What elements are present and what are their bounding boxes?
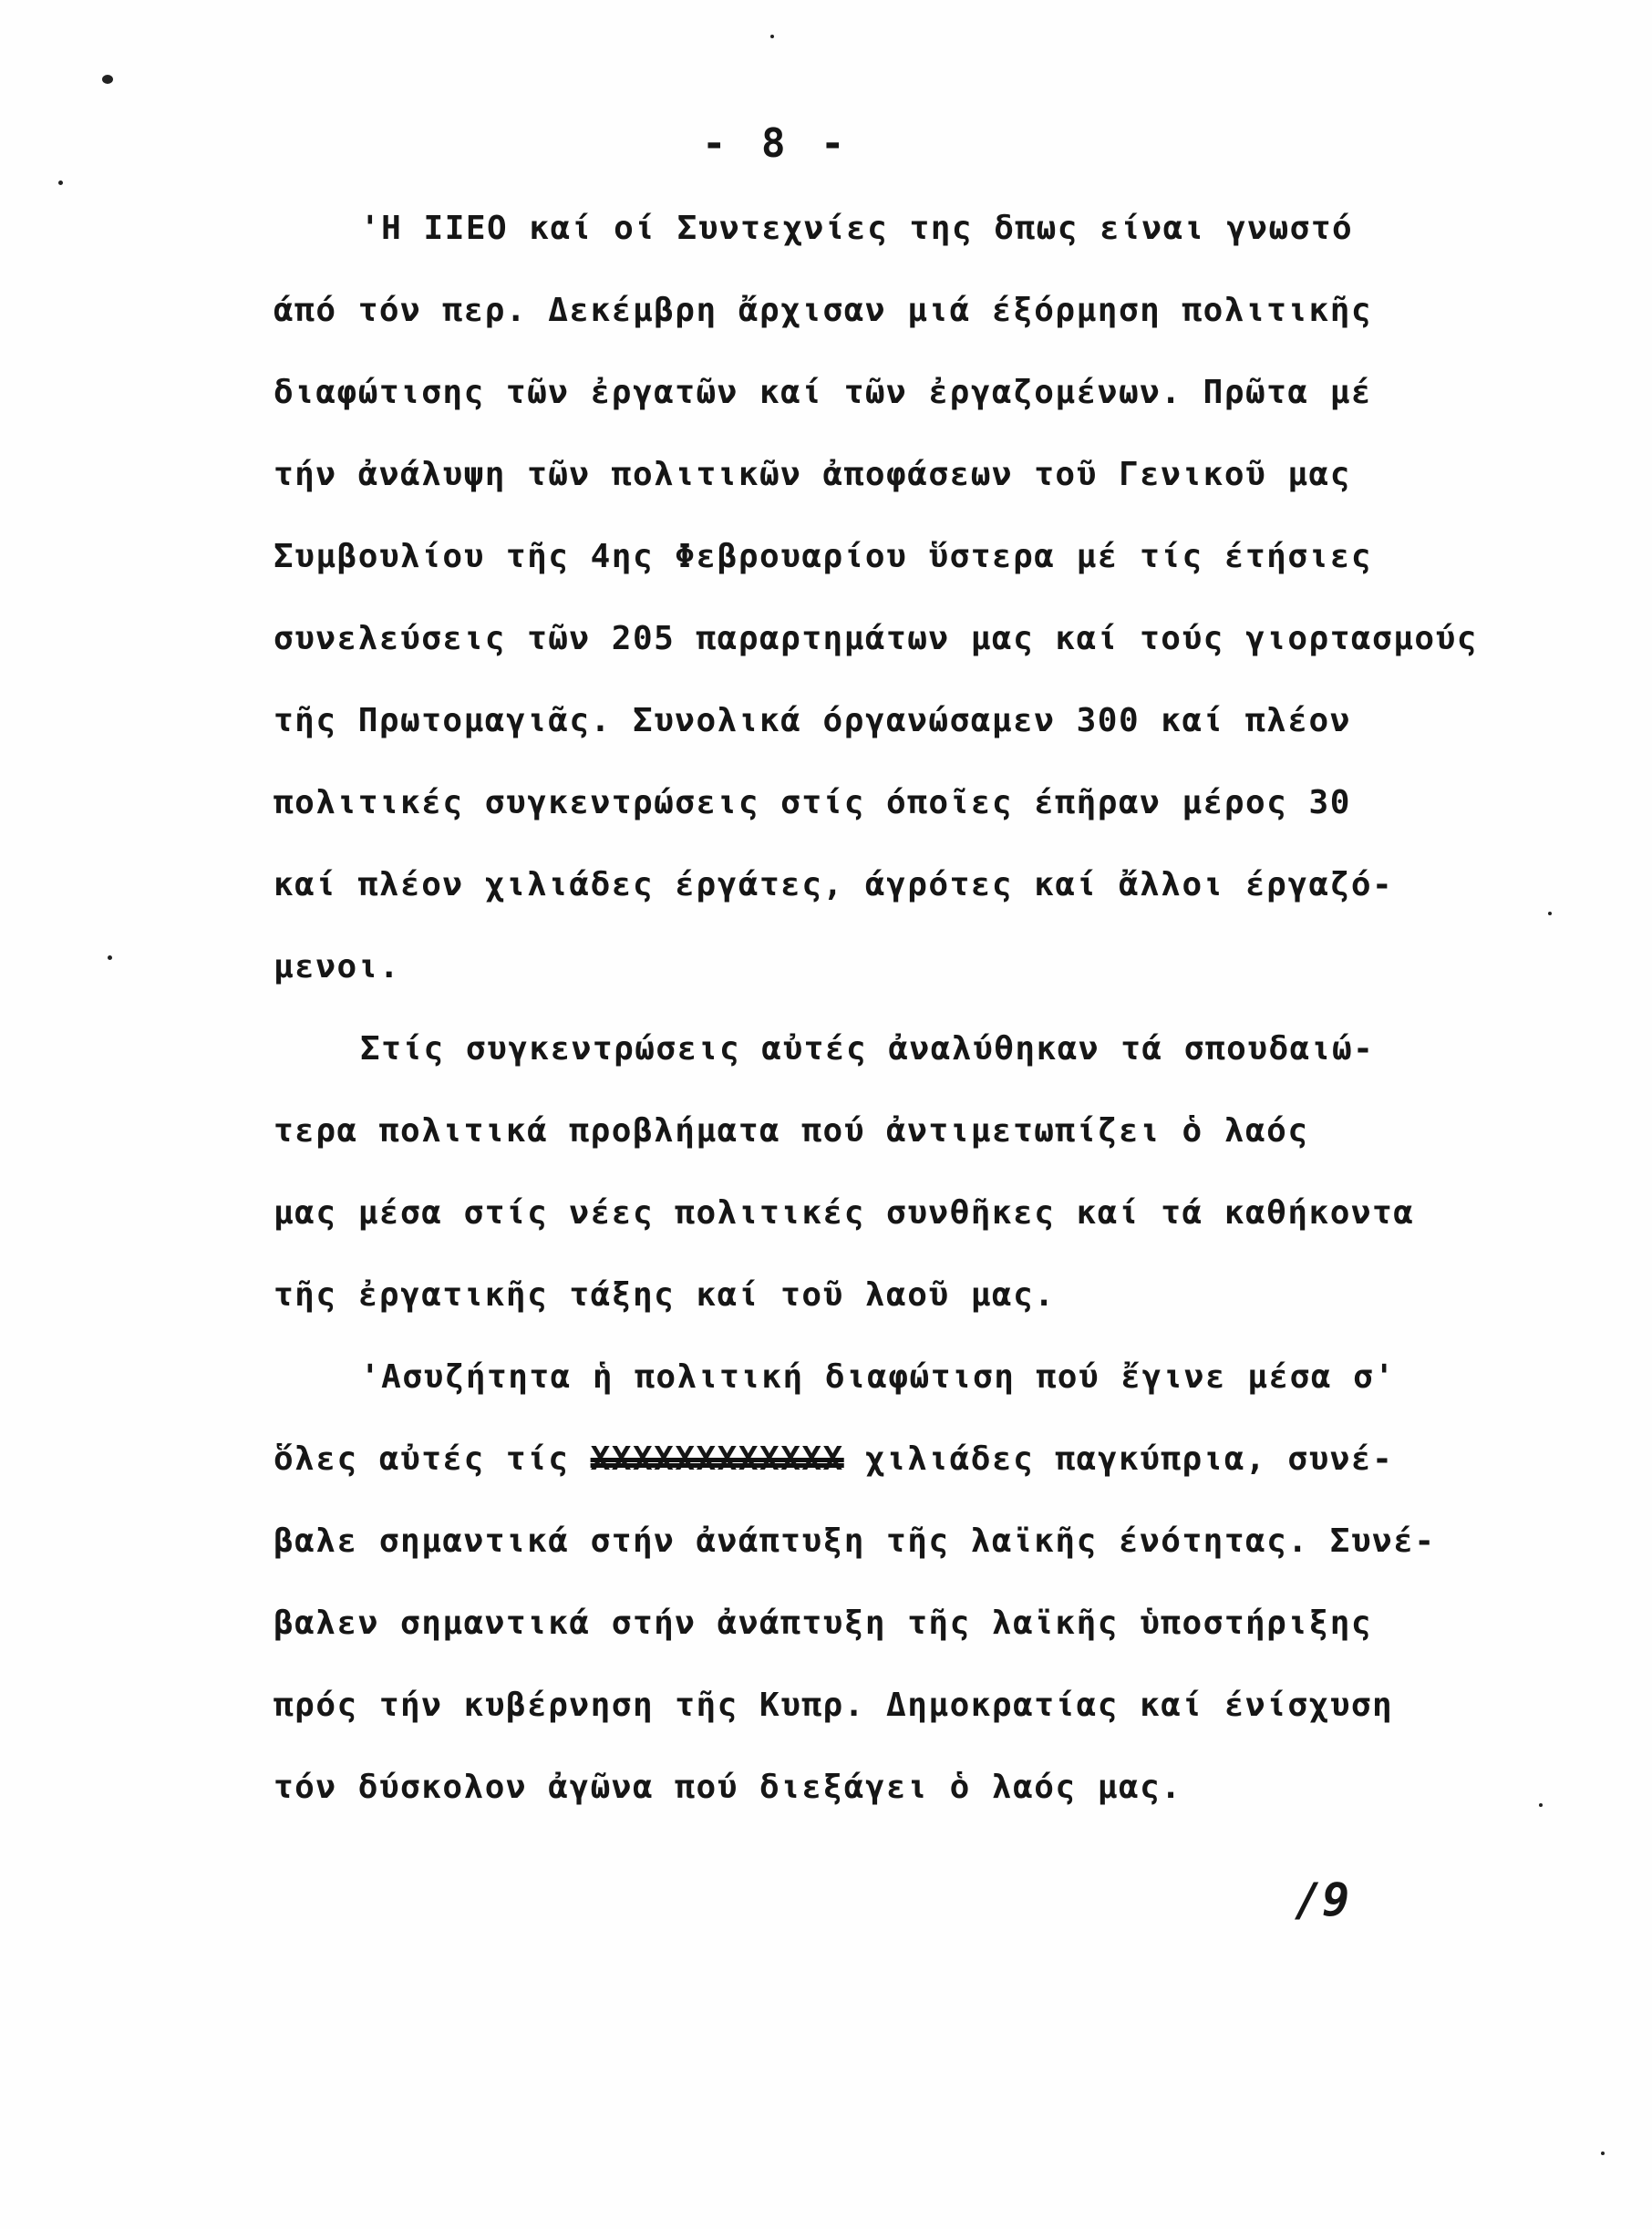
paragraph-1-line-1: 'Η ΙΙΕΟ καί οί Συντεχνίες της δπως είναι γνωστό — [360, 210, 1354, 247]
paragraph-2-line-2: τερα πολιτικά προβλήματα πού ἀντιμετωπίζει ὁ λαός — [274, 1112, 1309, 1150]
paragraph-3-line-5: πρός τήν κυβέρνηση τῆς Κυπρ. Δημοκρατίας καί ένίσχυση — [274, 1687, 1394, 1724]
paragraph-1-line-6: συνελεύσεις τῶν 205 παραρτημάτων μας καί τούς γιορτασμούς — [274, 620, 1478, 657]
paragraph-3-line-2-end: χιλιάδες παγκύπρια, συνέ- — [864, 1440, 1394, 1478]
scan-speck — [108, 955, 112, 960]
paragraph-1-line-4: τήν ἀνάλυψη τῶν πολιτικῶν ἀποφάσεων τοῦ Γενικοῦ μας — [274, 456, 1351, 493]
paragraph-1-line-3: διαφώτισης τῶν ἐργατῶν καί τῶν ἐργαζομένων. Πρῶτα μέ — [274, 374, 1373, 411]
paragraph-1-line-7: τῆς Πρωτομαγιᾶς. Συνολικά όργανώσαμεν 300 καί πλέον — [274, 702, 1351, 739]
paragraph-3-line-3: βαλε σημαντικά στήν ἀνάπτυξη τῆς λαϊκῆς ένότητας. Συνέ- — [274, 1522, 1436, 1560]
scan-speck — [770, 35, 774, 38]
scan-speck — [58, 181, 63, 185]
paragraph-1-line-5: Συμβουλίου τῆς 4ης Φεβρουαρίου ὕστερα μέ τίς έτήσιες — [274, 538, 1373, 575]
paragraph-1-line-8: πολιτικές συγκεντρώσεις στίς όποῖες έπῆραν μέρος 30 — [274, 784, 1351, 821]
paragraph-1-line-2: άπό τόν περ. Δεκέμβρη ἄρχισαν μιά έξόρμηση πολιτικῆς — [274, 292, 1373, 329]
page-number: - 8 - — [702, 120, 851, 167]
paragraph-3-line-1: 'Ασυζήτητα ἡ πολιτική διαφώτιση πού ἔγινε μέσα σ' — [360, 1358, 1396, 1396]
paragraph-2-line-1: Στίς συγκεντρώσεις αὐτές ἀναλύθηκαν τά σπουδαιώ- — [360, 1030, 1375, 1068]
struck-out-text: XXXXXXXXXXXX — [590, 1440, 844, 1478]
scan-speck — [1539, 1803, 1543, 1807]
paragraph-2-line-3: μας μέσα στίς νέες πολιτικές συνθῆκες καί τά καθήκοντα — [274, 1194, 1415, 1232]
paragraph-2-line-4: τῆς ἐργατικῆς τάξης καί τοῦ λαοῦ μας. — [274, 1276, 1056, 1314]
paragraph-3-line-2 — [274, 1440, 1393, 1478]
scan-speck — [102, 75, 113, 84]
scan-speck — [1601, 2152, 1605, 2155]
paragraph-3-line-2-start: ὅλες αὐτές τίς — [274, 1440, 570, 1478]
paragraph-3-line-4: βαλεν σημαντικά στήν ἀνάπτυξη τῆς λαϊκῆς ὑποστήριξης — [274, 1605, 1373, 1642]
paragraph-1-line-9: καί πλέον χιλιάδες έργάτες, άγρότες καί ἄλλοι έργαζό- — [274, 866, 1394, 903]
paragraph-3-line-6: τόν δύσκολον ἀγῶνα πού διεξάγει ὁ λαός μας. — [274, 1769, 1182, 1806]
continuation-marker: /9 — [1295, 1873, 1350, 1926]
paragraph-1-line-10: μενοι. — [274, 948, 401, 986]
scan-speck — [1548, 912, 1552, 915]
